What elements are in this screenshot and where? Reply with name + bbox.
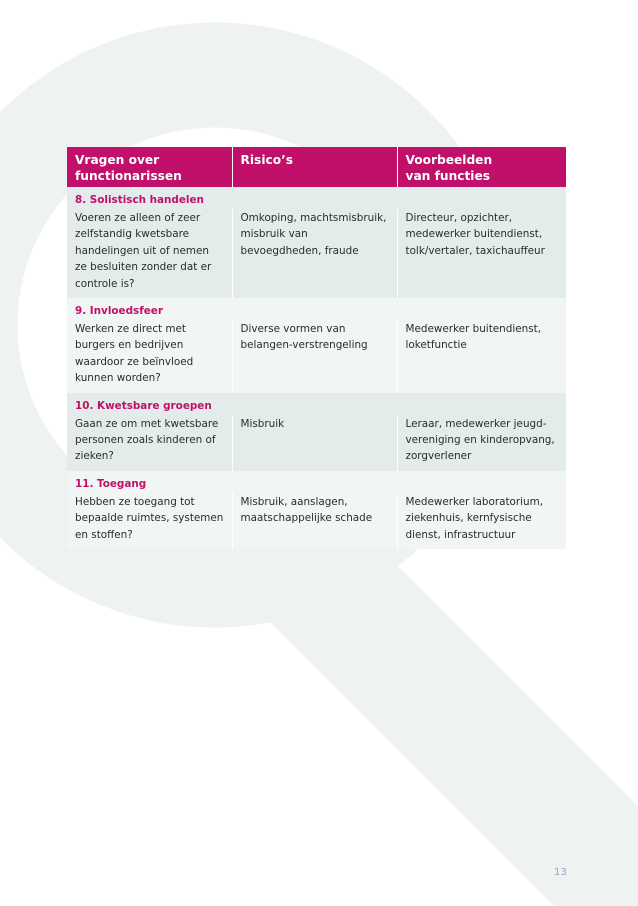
table-header-row bbox=[67, 147, 566, 187]
examples-cell: Medewerker buitendienst, loketfunctie bbox=[405, 323, 541, 352]
risks-cell: Misbruik, aanslagen, maatschappelijke schade bbox=[232, 493, 397, 549]
header-examples-line1: Voorbeelden bbox=[405, 153, 493, 167]
page-number: 13 bbox=[554, 867, 567, 878]
header-questions-line2: functionarissen bbox=[75, 169, 182, 183]
section-title-row bbox=[67, 471, 566, 493]
risks-cell: Omkoping, machtsmisbruik, misbruik van bevoegdheden, fraude bbox=[232, 209, 397, 298]
section-title-row bbox=[67, 393, 566, 415]
examples-cell: Medewerker laboratorium, ziekenhuis, kernfysische dienst, infrastructuur bbox=[405, 495, 544, 541]
risks-cell: Diverse vormen van belangen-verstrengeling bbox=[232, 320, 397, 393]
table-row bbox=[67, 209, 566, 298]
table-row bbox=[67, 493, 566, 549]
section-title: 9. Invloedsfeer bbox=[75, 305, 163, 318]
section-title: 10. Kwetsbare groepen bbox=[75, 399, 212, 412]
question-cell: Voeren ze alleen of zeer zelfstandig kwetsbare handelingen uit of nemen ze besluiten zonder dat er controle is? bbox=[75, 212, 212, 290]
question-cell: Hebben ze toegang tot bepaalde ruimtes, systemen en stoffen? bbox=[75, 495, 224, 541]
section-title: 11. Toegang bbox=[75, 477, 147, 490]
header-risks: Risico’s bbox=[232, 147, 397, 187]
header-questions-line1: Vragen over bbox=[75, 153, 160, 167]
table-row bbox=[67, 320, 566, 393]
table-row bbox=[67, 415, 566, 471]
header-examples-line2: van functies bbox=[405, 169, 490, 183]
section-title-row bbox=[67, 187, 566, 209]
section-title: 8. Solistisch handelen bbox=[75, 194, 204, 206]
header-questions bbox=[67, 147, 232, 187]
examples-cell: Leraar, medewerker jeugd-vereniging en kinderopvang, zorgverlener bbox=[405, 417, 555, 463]
question-cell: Gaan ze om met kwetsbare personen zoals kinderen of zieken? bbox=[75, 417, 219, 463]
question-cell: Werken ze direct met burgers en bedrijven waardoor ze beïnvloed kunnen worden? bbox=[75, 323, 194, 385]
functionaries-risk-table bbox=[67, 147, 566, 549]
examples-cell: Directeur, opzichter, medewerker buitendienst, tolk/vertaler, taxichauffeur bbox=[405, 212, 545, 257]
header-examples bbox=[397, 147, 566, 187]
risks-cell: Misbruik bbox=[232, 415, 397, 471]
section-title-row bbox=[67, 298, 566, 320]
